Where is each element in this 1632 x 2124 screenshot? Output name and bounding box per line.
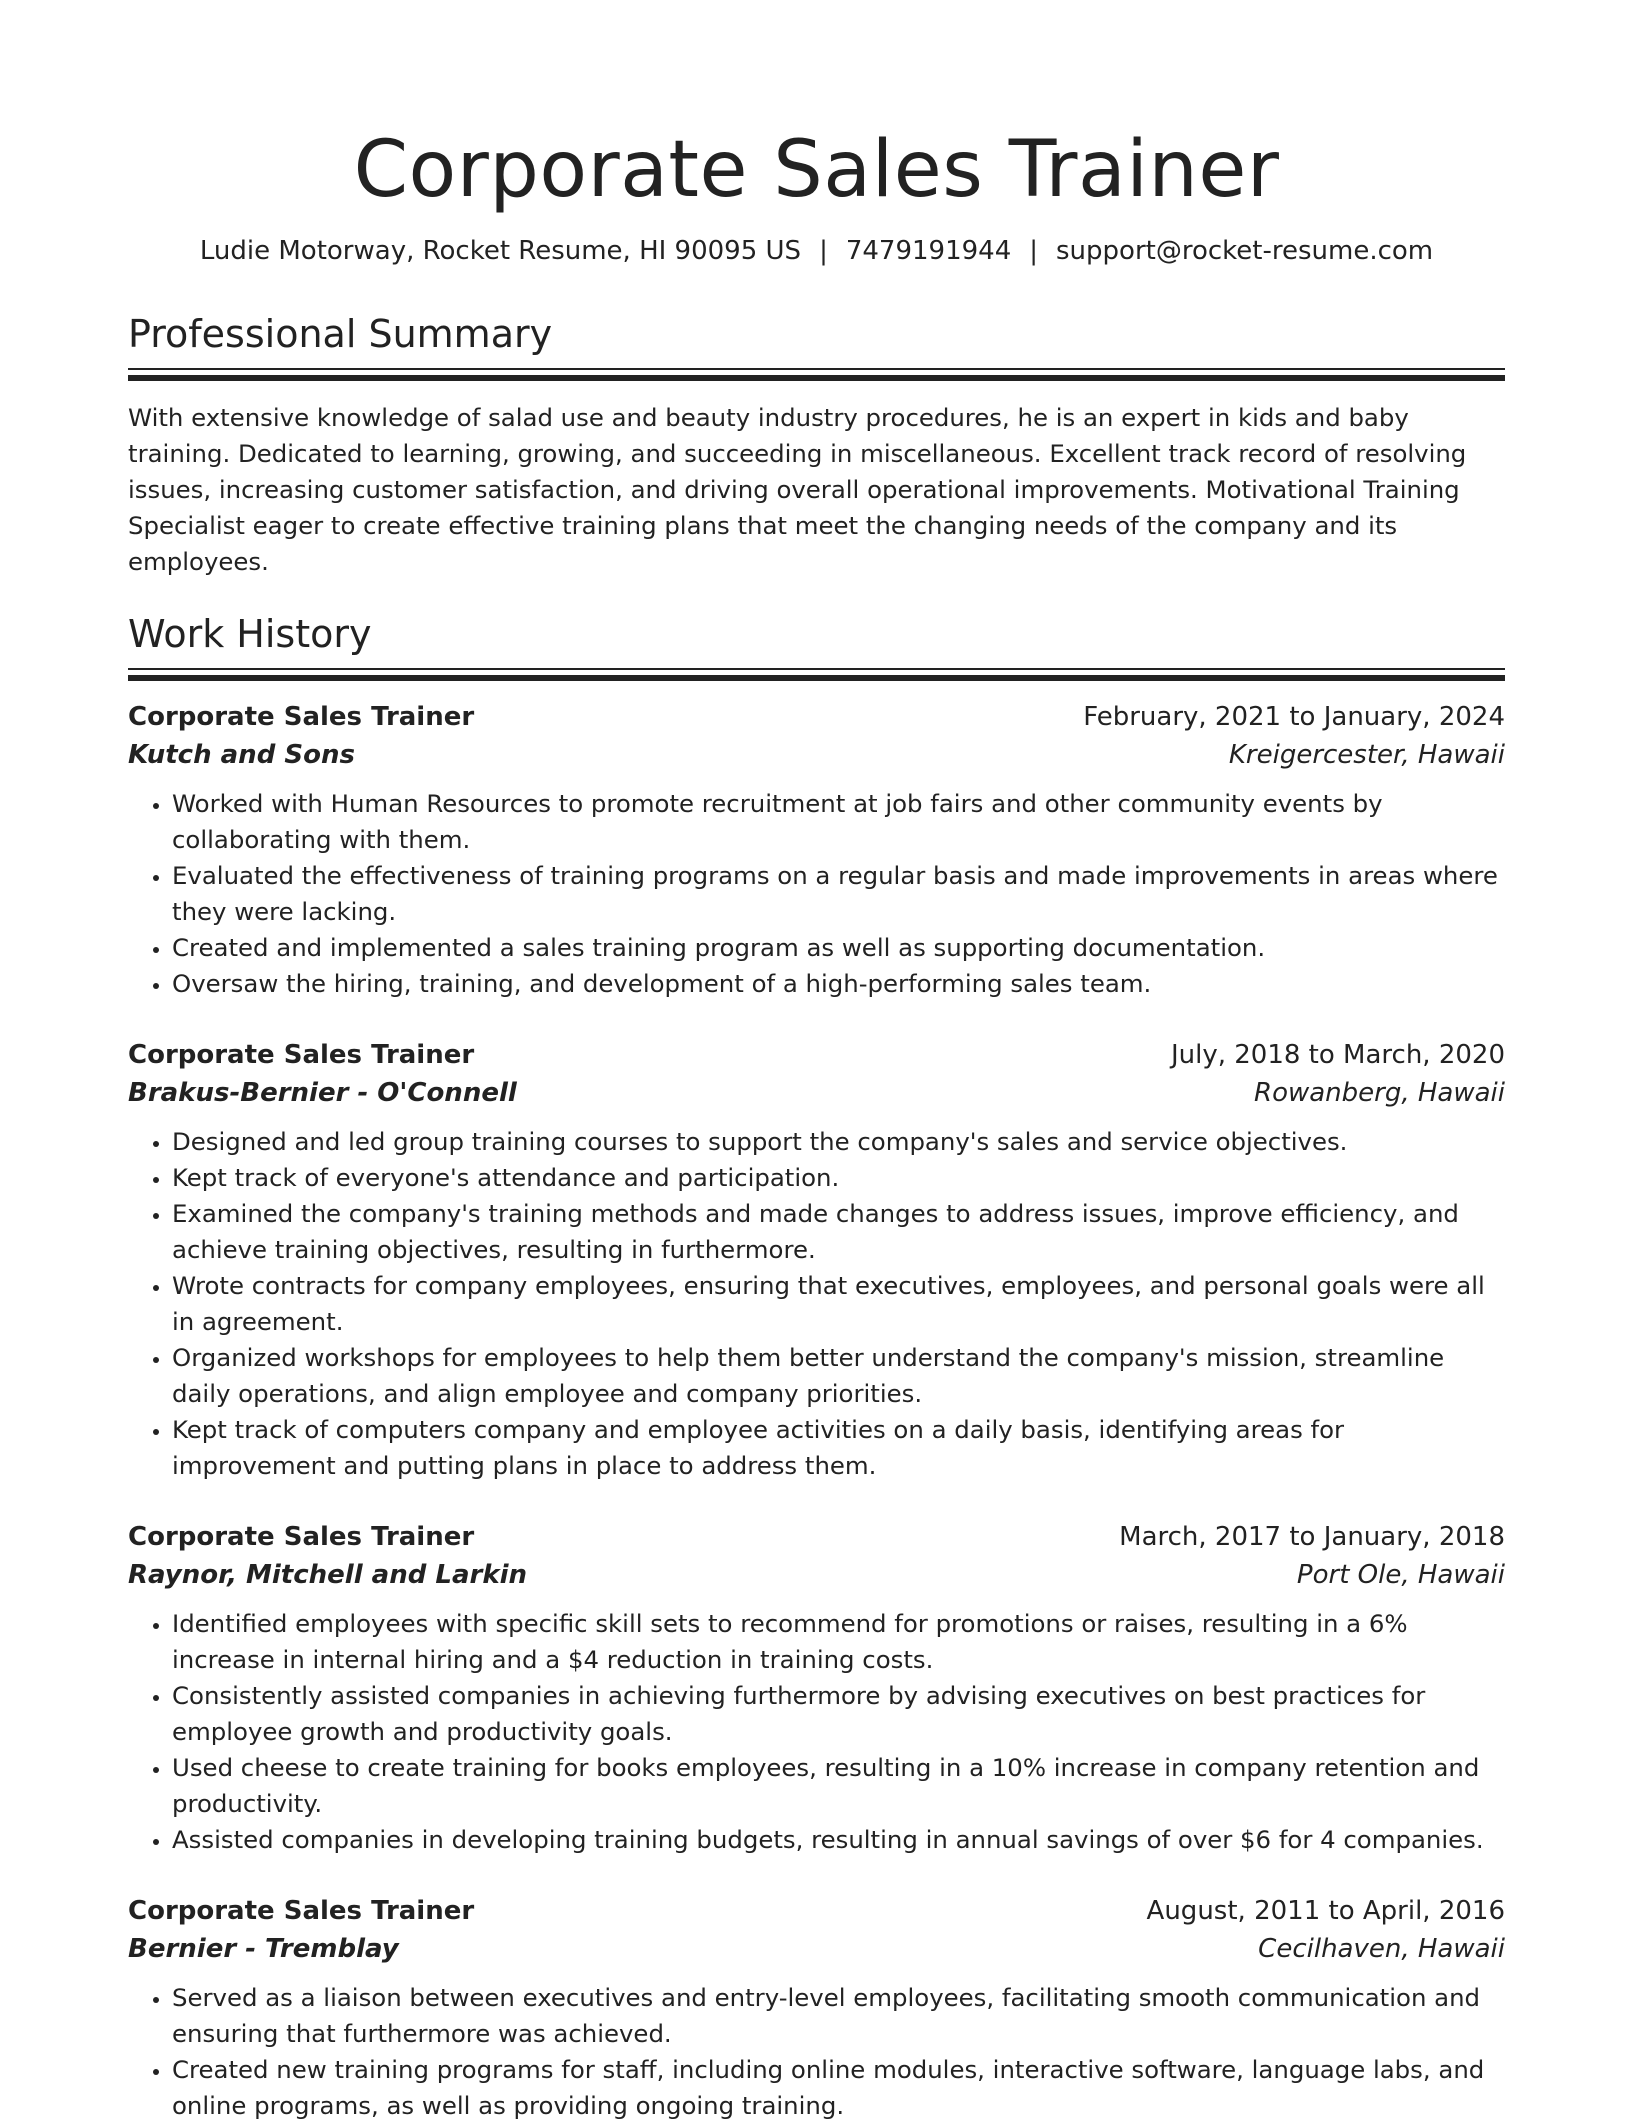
job-company: Bernier - Tremblay [128,1934,399,1964]
job-entry [128,1892,1505,2124]
job-entry [128,1518,1505,1858]
bullet-item: • Assisted companies in developing training budgets, resulting in annual savings of over $6 for 4 companies. [172,1822,1505,1858]
section-heading-work: Work History [128,612,372,656]
job-company: Kutch and Sons [128,740,355,770]
job-title: Corporate Sales Trainer [128,1040,475,1070]
job-bullets [128,1980,1505,2124]
contact-separator: | [1029,236,1039,266]
job-entry [128,1036,1505,1484]
section-divider [128,668,1505,682]
job-location: Cecilhaven, Hawaii [1258,1934,1505,1964]
contact-address: Ludie Motorway, Rocket Resume, HI 90095 US [199,236,802,266]
job-location: Rowanberg, Hawaii [1254,1078,1505,1108]
bullet-item: • Organized workshops for employees to help them better understand the company's mission, streamline daily operations, and align employee and company priorities. [172,1340,1505,1412]
job-company: Brakus-Bernier - O'Connell [128,1078,517,1108]
resume-title: Corporate Sales Trainer [353,125,1280,215]
job-company: Raynor, Mitchell and Larkin [128,1560,528,1590]
contact-separator: | [819,236,828,266]
section-divider [128,368,1505,382]
contact-phone: 7479191944 [845,236,1012,266]
job-title: Corporate Sales Trainer [128,1522,475,1552]
bullet-item: • Created and implemented a sales training program as well as supporting documentation. [172,930,1505,966]
bullet-item: • Kept track of computers company and employee activities on a daily basis, identifying areas for improvement and putting plans in place to address them. [172,1412,1505,1484]
job-dates: August, 2011 to April, 2016 [1146,1896,1505,1926]
job-location: Port Ole, Hawaii [1296,1560,1505,1590]
contact-email: support@rocket-resume.com [1056,236,1434,266]
job-bullets [128,1124,1505,1484]
job-dates: July, 2018 to March, 2020 [1170,1040,1505,1070]
bullet-item: • Designed and led group training courses to support the company's sales and service objectives. [172,1124,1505,1160]
work-history-section [128,610,1505,2124]
bullet-item: • Wrote contracts for company employees, ensuring that executives, employees, and personal goals were all in agreement. [172,1268,1505,1340]
bullet-item: • Kept track of everyone's attendance and participation. [172,1160,1505,1196]
job-dates: March, 2017 to January, 2018 [1119,1522,1505,1552]
contact-line [128,234,1505,268]
summary-text: With extensive knowledge of salad use and beauty industry procedures, he is an expert in kids and baby training. Dedicated to learning, growing, and succeeding in miscellaneous. Excellent track record of resolving issues, increasing customer satisfaction, and driving overall operational improvements. Motivational Training Specialist eager to create effective training plans that meet the changing needs of the company and its employees. [128,403,1467,576]
job-bullets [128,786,1505,1002]
job-title: Corporate Sales Trainer [128,1896,475,1926]
bullet-item: • Created new training programs for staff, including online modules, interactive software, language labs, and online programs, as well as providing ongoing training. [172,2052,1505,2124]
resume-page [128,0,1505,2124]
bullet-item: • Consistently assisted companies in achieving furthermore by advising executives on best practices for employee growth and productivity goals. [172,1678,1505,1750]
job-location: Kreigercester, Hawaii [1228,740,1505,770]
bullet-item: • Evaluated the effectiveness of training programs on a regular basis and made improvements in areas where they were lacking. [172,858,1505,930]
bullet-item: • Worked with Human Resources to promote recruitment at job fairs and other community events by collaborating with them. [172,786,1505,858]
job-dates: February, 2021 to January, 2024 [1083,702,1505,732]
job-entry [128,698,1505,1002]
job-bullets [128,1606,1505,1858]
bullet-item: • Oversaw the hiring, training, and development of a high-performing sales team. [172,966,1505,1002]
section-heading-summary: Professional Summary [128,312,553,356]
job-title: Corporate Sales Trainer [128,702,475,732]
bullet-item: • Identified employees with specific skill sets to recommend for promotions or raises, resulting in a 6% increase in internal hiring and a $4 reduction in training costs. [172,1606,1505,1678]
professional-summary-section [128,310,1505,580]
bullet-item: • Examined the company's training methods and made changes to address issues, improve efficiency, and achieve training objectives, resulting in furthermore. [172,1196,1505,1268]
bullet-item: • Used cheese to create training for books employees, resulting in a 10% increase in company retention and productivity. [172,1750,1505,1822]
bullet-item: • Served as a liaison between executives and entry-level employees, facilitating smooth communication and ensuring that furthermore was achieved. [172,1980,1505,2052]
